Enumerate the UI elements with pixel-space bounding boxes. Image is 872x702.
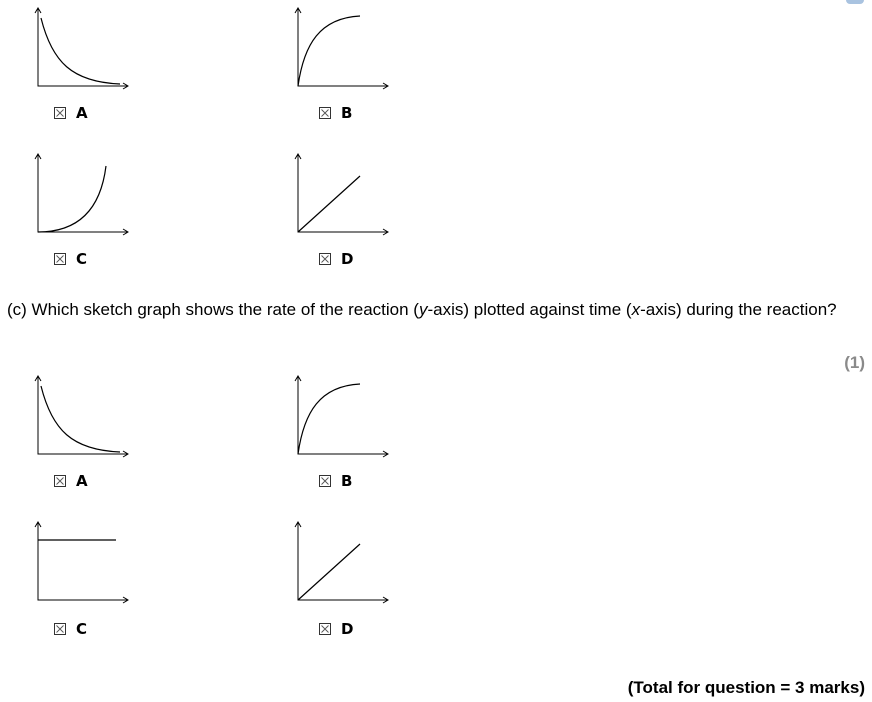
graph-curve — [298, 544, 360, 600]
checkbox-icon[interactable] — [319, 475, 331, 487]
option-letter: B — [341, 472, 353, 490]
option-c-c[interactable] — [54, 620, 87, 638]
graph-curve — [41, 18, 120, 84]
scrollbar-thumb[interactable] — [846, 0, 864, 4]
checkbox-icon[interactable] — [54, 475, 66, 487]
sketch-graph-b-c — [32, 150, 152, 250]
graph-axes — [35, 8, 128, 89]
graph-curve — [298, 384, 360, 454]
checkbox-icon[interactable] — [54, 107, 66, 119]
option-letter: C — [76, 250, 88, 268]
checkbox-icon[interactable] — [319, 623, 331, 635]
sketch-graph-b-d — [292, 150, 412, 250]
option-letter: C — [76, 620, 88, 638]
checkbox-icon[interactable] — [54, 253, 66, 265]
sketch-graph-c-d — [292, 518, 412, 618]
sketch-graph-b-b — [292, 4, 412, 104]
sketch-graph-c-b — [292, 372, 412, 472]
graph-axes — [35, 154, 128, 235]
sketch-graph-b-a — [32, 4, 152, 104]
option-c-a[interactable] — [54, 472, 88, 490]
sketch-graph-c-a — [32, 372, 152, 472]
option-letter: B — [341, 104, 353, 122]
option-b-a[interactable] — [54, 104, 88, 122]
graph-curve — [298, 16, 360, 86]
option-letter: A — [76, 472, 88, 490]
graph-curve — [41, 386, 120, 452]
option-letter: D — [341, 250, 354, 268]
graph-axes — [35, 522, 128, 603]
checkbox-icon[interactable] — [319, 253, 331, 265]
graph-axes — [35, 376, 128, 457]
total-marks: (Total for question = 3 marks) — [627, 678, 865, 697]
checkbox-icon[interactable] — [319, 107, 331, 119]
option-letter: A — [76, 104, 88, 122]
option-letter: D — [341, 620, 354, 638]
question-c-text: (c) Which sketch graph shows the rate of the reaction (y-axis) plotted against time (x-axis) during the reaction? — [7, 300, 837, 319]
graph-curve — [38, 166, 106, 232]
option-b-b[interactable] — [319, 104, 352, 122]
sketch-graph-c-c — [32, 518, 152, 618]
checkbox-icon[interactable] — [54, 623, 66, 635]
graph-curve — [298, 176, 360, 232]
option-c-b[interactable] — [319, 472, 352, 490]
option-c-d[interactable] — [319, 620, 353, 638]
option-b-d[interactable] — [319, 250, 353, 268]
option-b-c[interactable] — [54, 250, 87, 268]
question-marks: (1) — [844, 353, 865, 372]
